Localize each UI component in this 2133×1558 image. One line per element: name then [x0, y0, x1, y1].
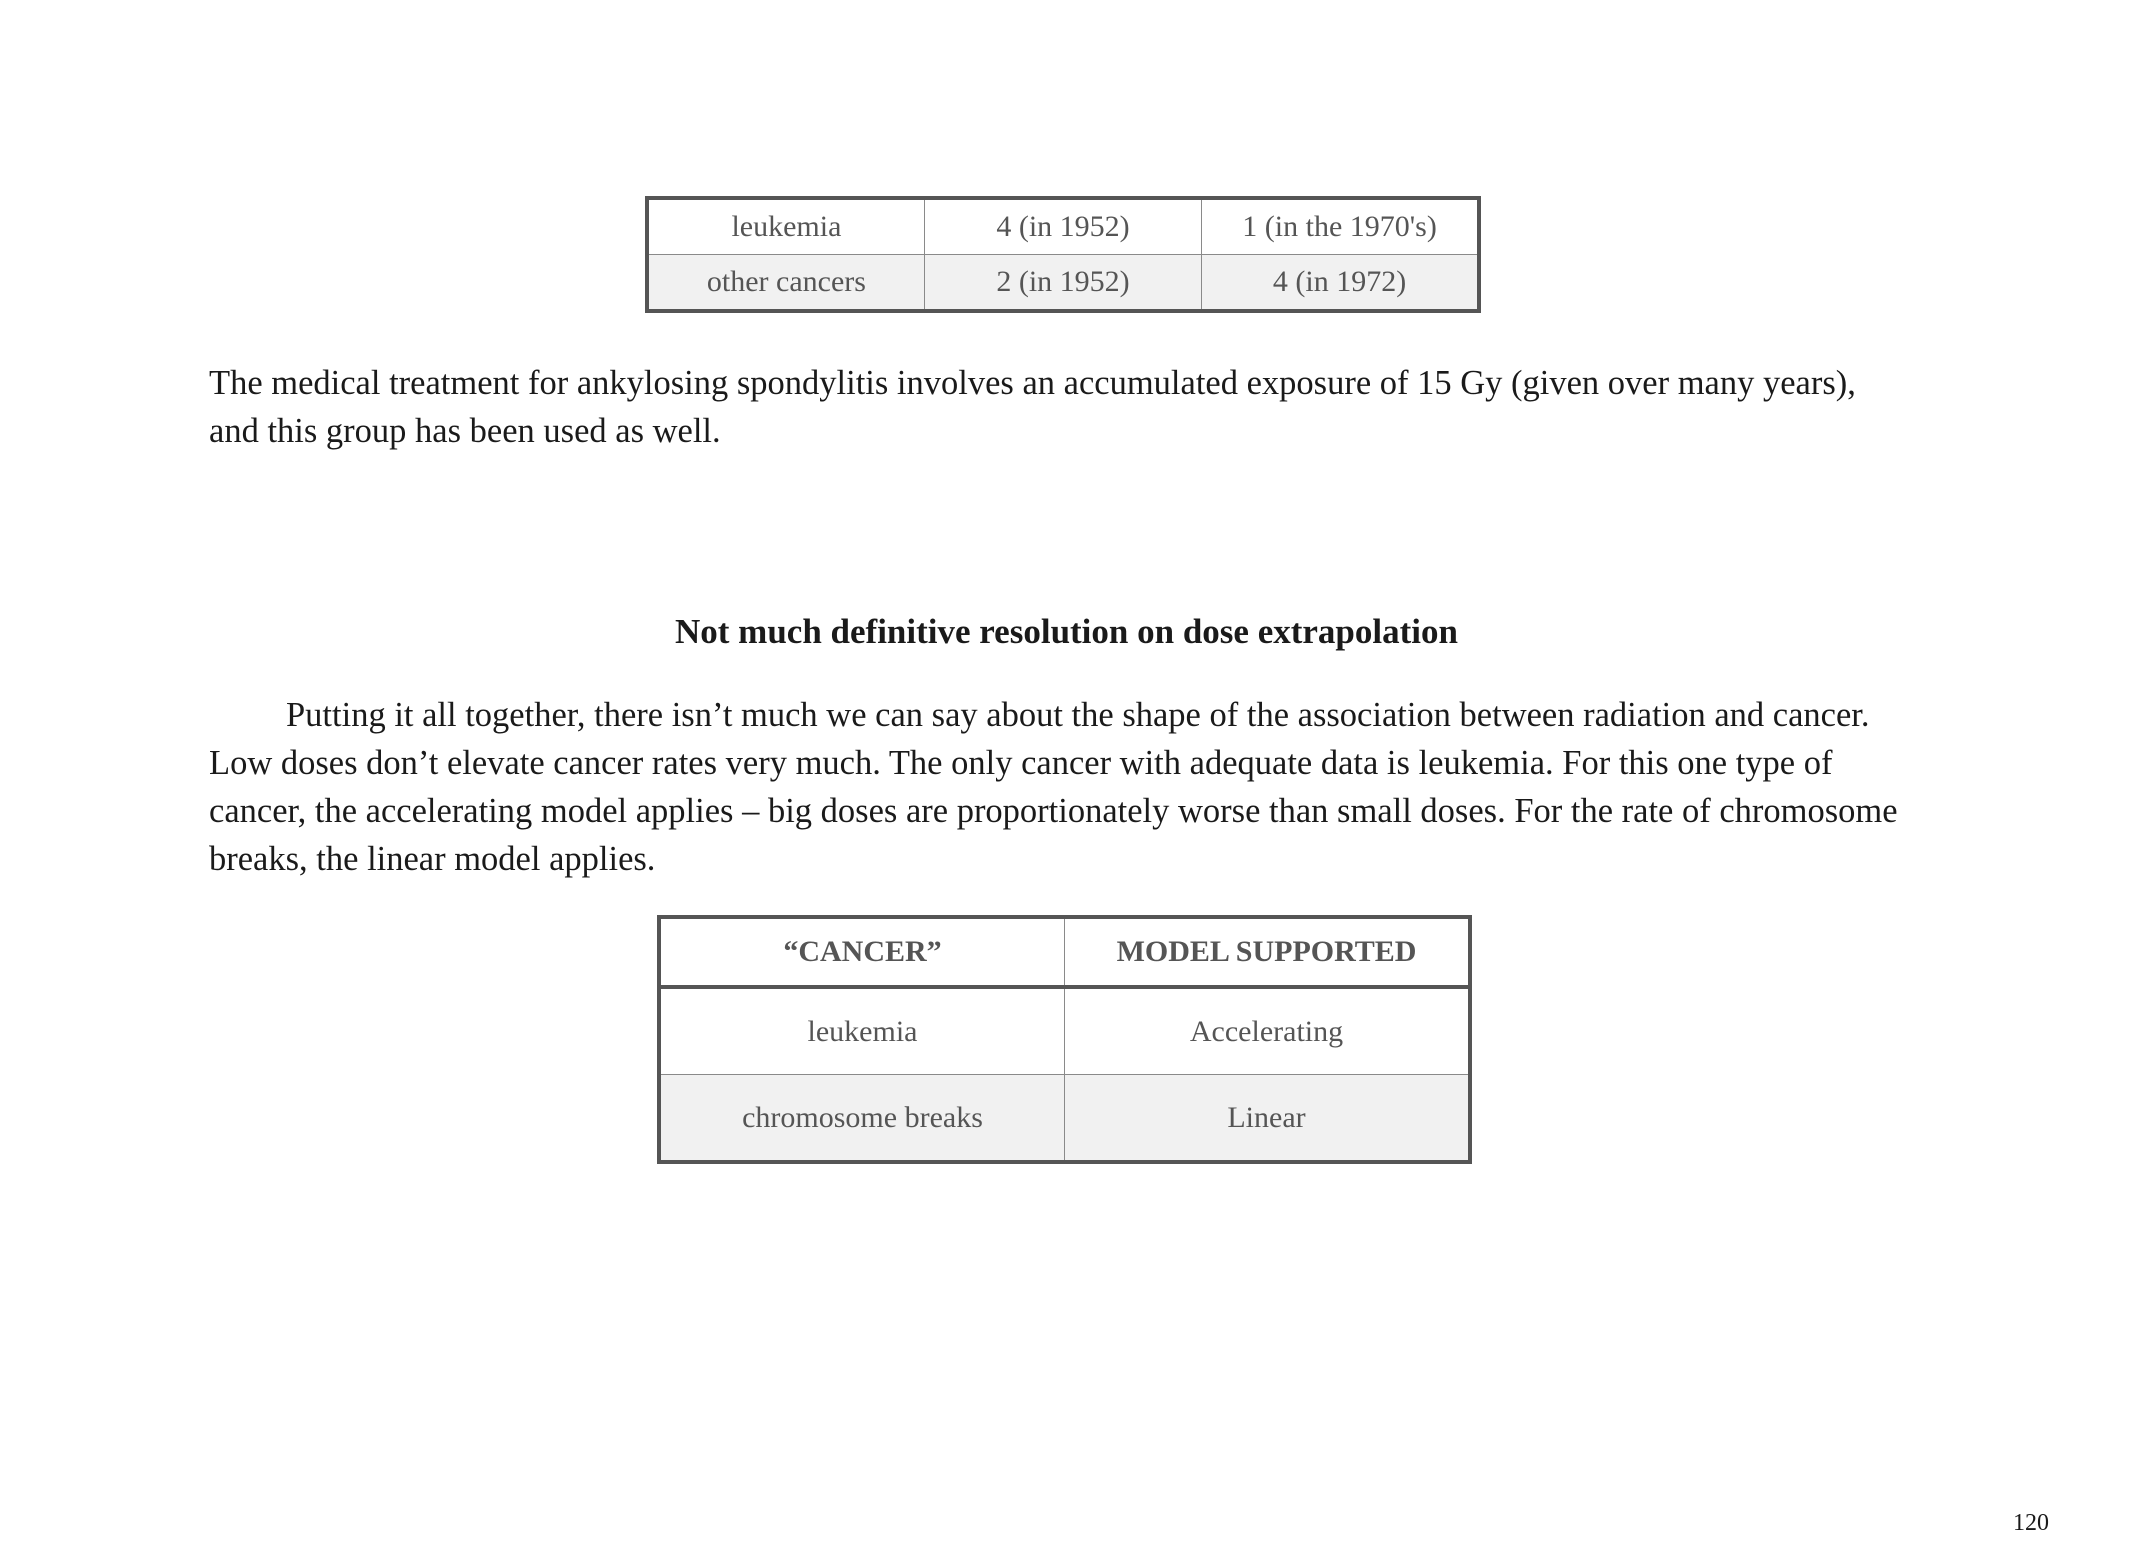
- table-cell: 4 (in 1972): [1202, 255, 1479, 312]
- cancer-counts-table: [645, 196, 1481, 313]
- model-supported-table: [657, 915, 1472, 1164]
- table-cell: leukemia: [647, 198, 924, 255]
- table-cell: 2 (in 1952): [924, 255, 1201, 312]
- table-cell: Linear: [1065, 1075, 1471, 1163]
- table-cell: leukemia: [659, 987, 1065, 1075]
- table-row: [659, 1075, 1470, 1163]
- page-number: 120: [2013, 1510, 2049, 1536]
- section-heading: Not much definitive resolution on dose extrapolation: [675, 612, 1458, 651]
- body-paragraph: The medical treatment for ankylosing spondylitis involves an accumulated exposure of 15 Gy (given over many years), and this group has been used as well.: [209, 364, 1856, 450]
- table-cell: 1 (in the 1970's): [1202, 198, 1479, 255]
- table-cell: other cancers: [647, 255, 924, 312]
- table-row: [659, 987, 1470, 1075]
- column-header: “CANCER”: [659, 917, 1065, 987]
- table-cell: Accelerating: [1065, 987, 1471, 1075]
- table-header-row: [659, 917, 1470, 987]
- table-cell: chromosome breaks: [659, 1075, 1065, 1163]
- body-paragraph: Putting it all together, there isn’t much we can say about the shape of the association between radiation and cancer. Low doses don’t elevate cancer rates very much. The only cancer with adequate data is leukemia. For this one type of cancer, the accelerating model applies – big doses are proportionately worse than small doses. For the rate of chromosome breaks, the linear model applies.: [209, 696, 1898, 878]
- table-row: [647, 255, 1479, 312]
- column-header: MODEL SUPPORTED: [1065, 917, 1471, 987]
- table-row: [647, 198, 1479, 255]
- table-cell: 4 (in 1952): [924, 198, 1201, 255]
